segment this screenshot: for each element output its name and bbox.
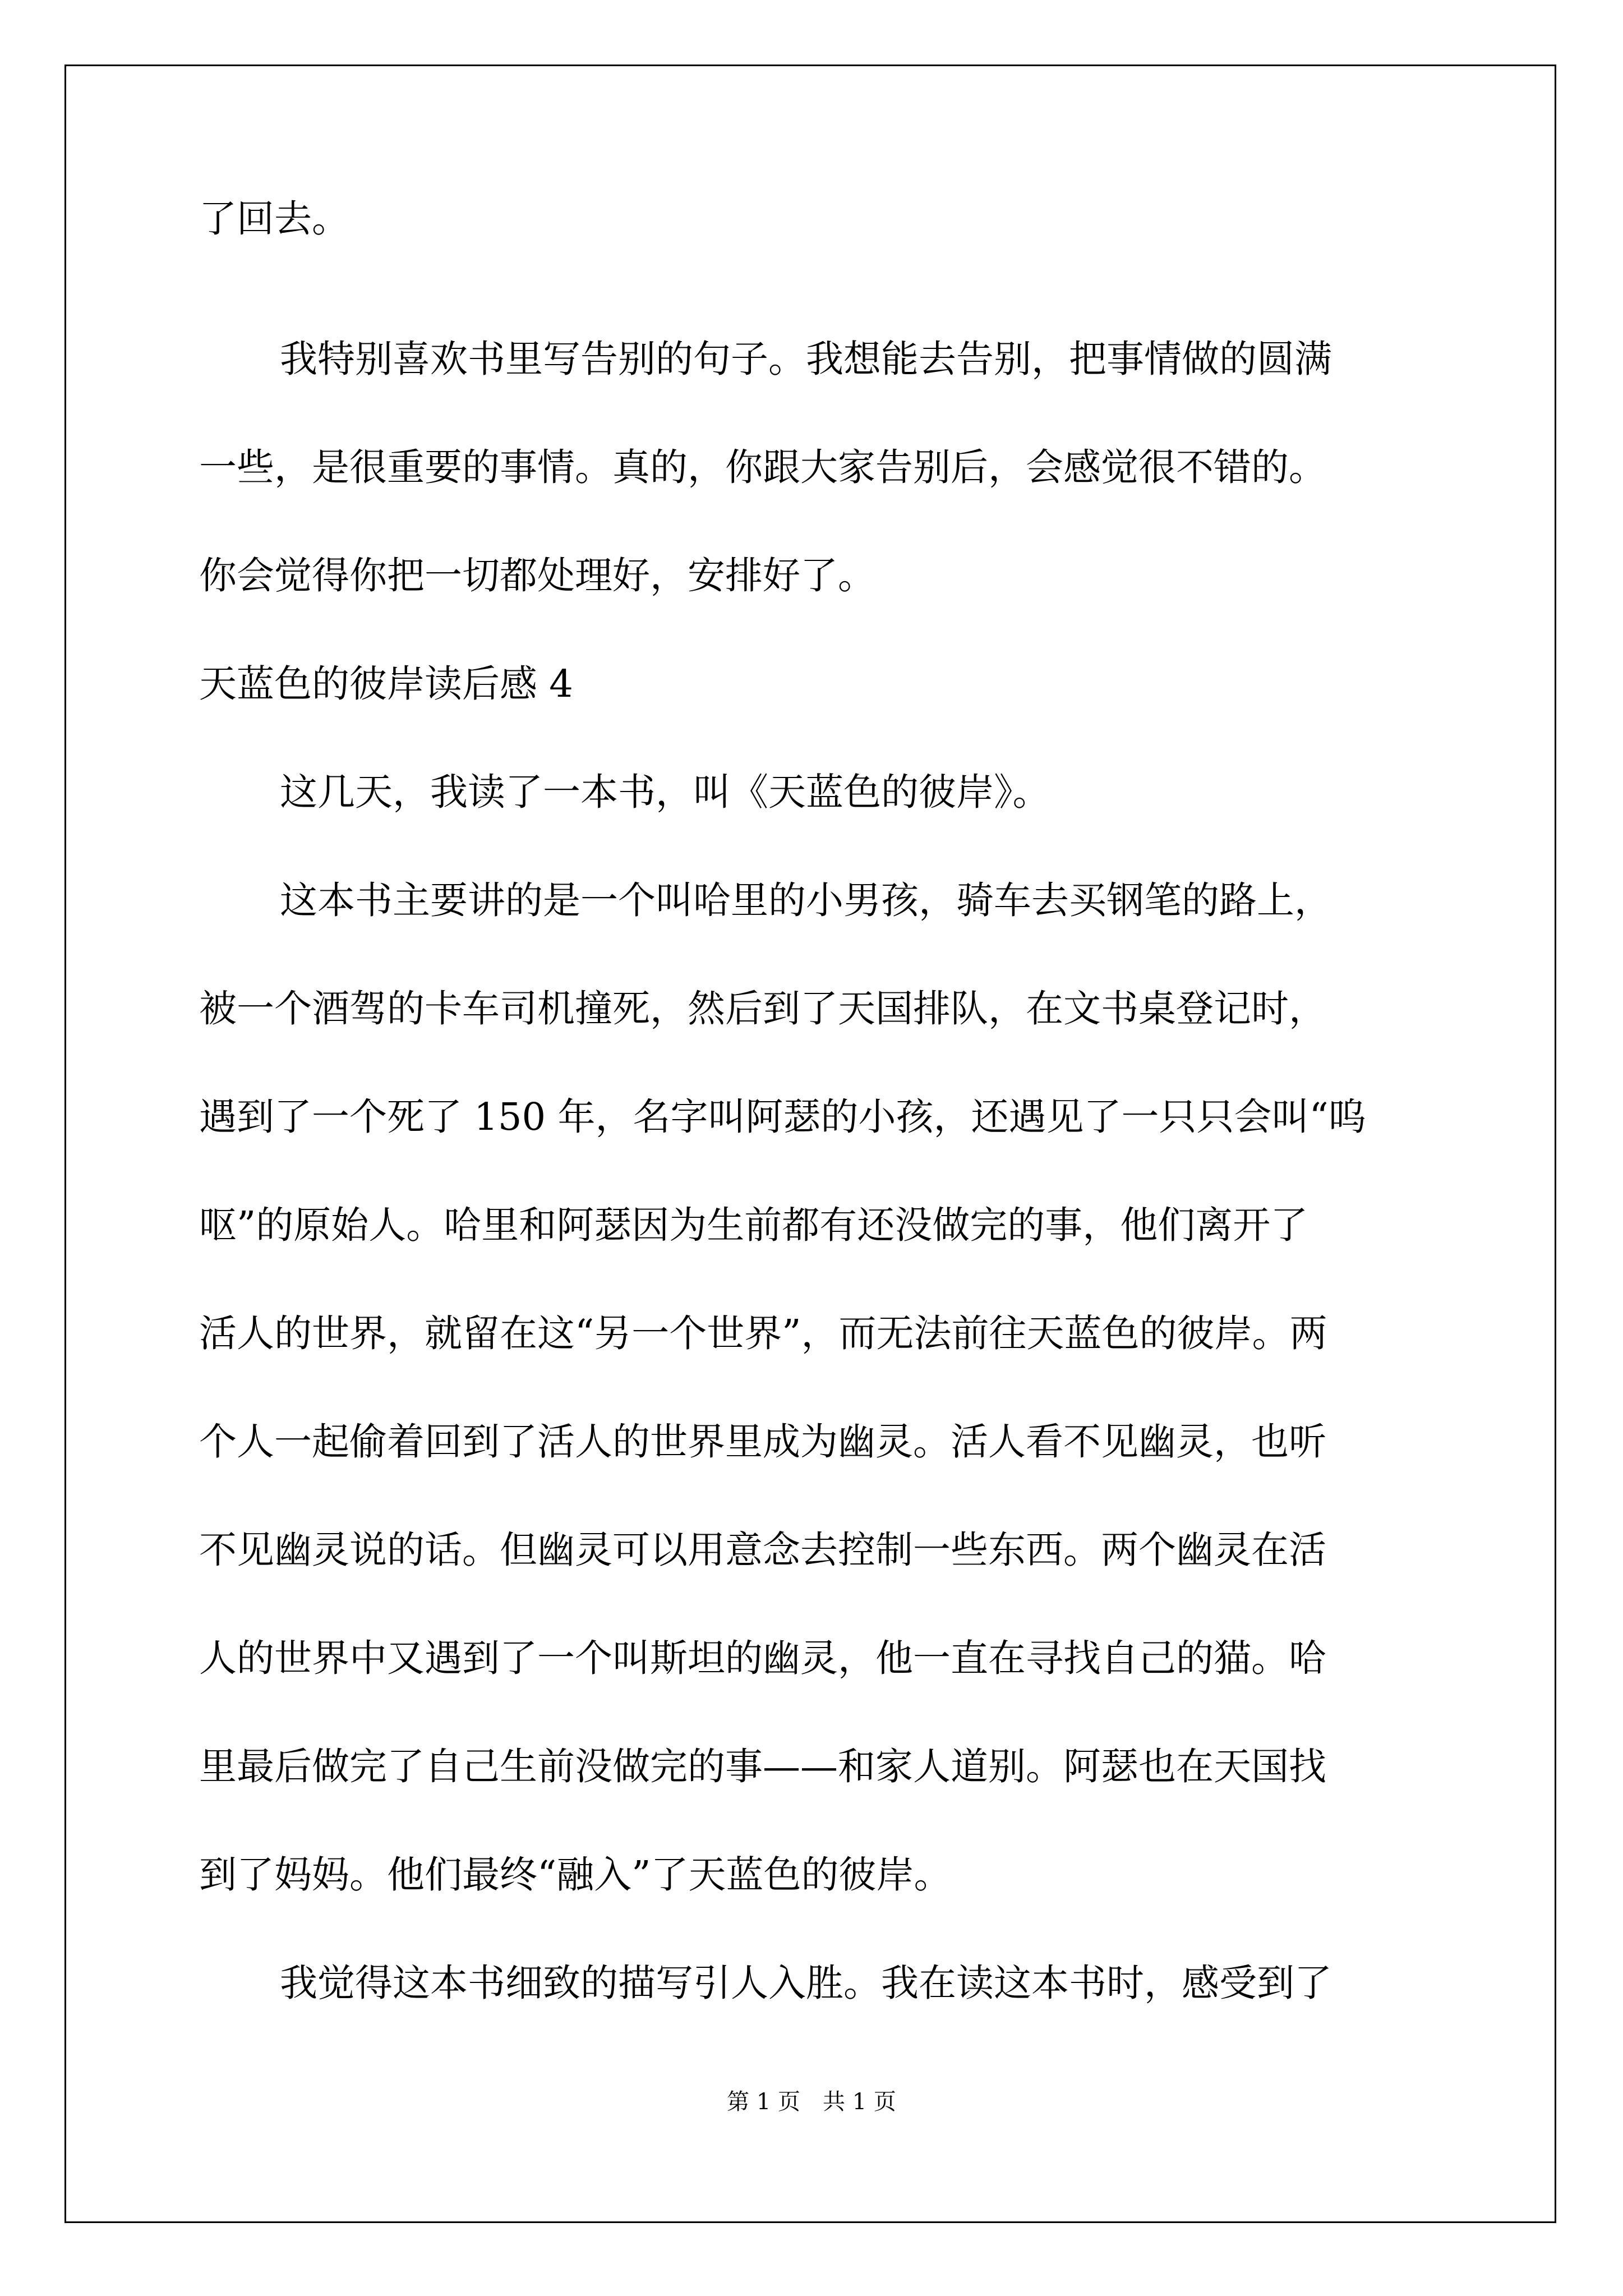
text-line: 你会觉得你把一切都处理好，安排好了。	[199, 554, 875, 597]
paragraph-line: 这本书主要讲的是一个叫哈里的小男孩，骑车去买钢笔的路上，	[280, 878, 1332, 922]
paragraph-line: 我觉得这本书细致的描写引人入胜。我在读这本书时，感受到了	[280, 1961, 1332, 2005]
text-line: 个人一起偷着回到了活人的世界里成为幽灵。活人看不见幽灵，也听	[199, 1420, 1326, 1464]
text-line: 到了妈妈。他们最终“融入”了天蓝色的彼岸。	[199, 1853, 952, 1897]
text-line: 人的世界中又遇到了一个叫斯坦的幽灵，他一直在寻找自己的猫。哈	[199, 1636, 1326, 1680]
paragraph-line: 这几天，我读了一本书，叫《天蓝色的彼岸》。	[280, 770, 1050, 814]
text-line: 被一个酒驾的卡车司机撞死，然后到了天国排队，在文书桌登记时，	[199, 987, 1326, 1030]
text-line: 不见幽灵说的话。但幽灵可以用意念去控制一些东西。两个幽灵在活	[199, 1528, 1326, 1572]
text-line: 了回去。	[199, 197, 349, 241]
text-line: 一些，是很重要的事情。真的，你跟大家告别后，会感觉很不错的。	[199, 445, 1326, 489]
text-line: 遇到了一个死了 150 年，名字叫阿瑟的小孩，还遇见了一只只会叫“呜	[199, 1095, 1366, 1139]
paragraph-line: 我特别喜欢书里写告别的句子。我想能去告别，把事情做的圆满	[280, 337, 1332, 381]
text-line: 里最后做完了自己生前没做完的事——和家人道别。阿瑟也在天国找	[199, 1745, 1326, 1788]
text-line: 呕”的原始人。哈里和阿瑟因为生前都有还没做完的事，他们离开了	[199, 1203, 1308, 1247]
text-line: 活人的世界，就留在这“另一个世界”，而无法前往天蓝色的彼岸。两	[199, 1312, 1327, 1355]
page-number: 第 1 页 共 1 页	[727, 2089, 896, 2115]
section-heading: 天蓝色的彼岸读后感 4	[199, 662, 573, 706]
